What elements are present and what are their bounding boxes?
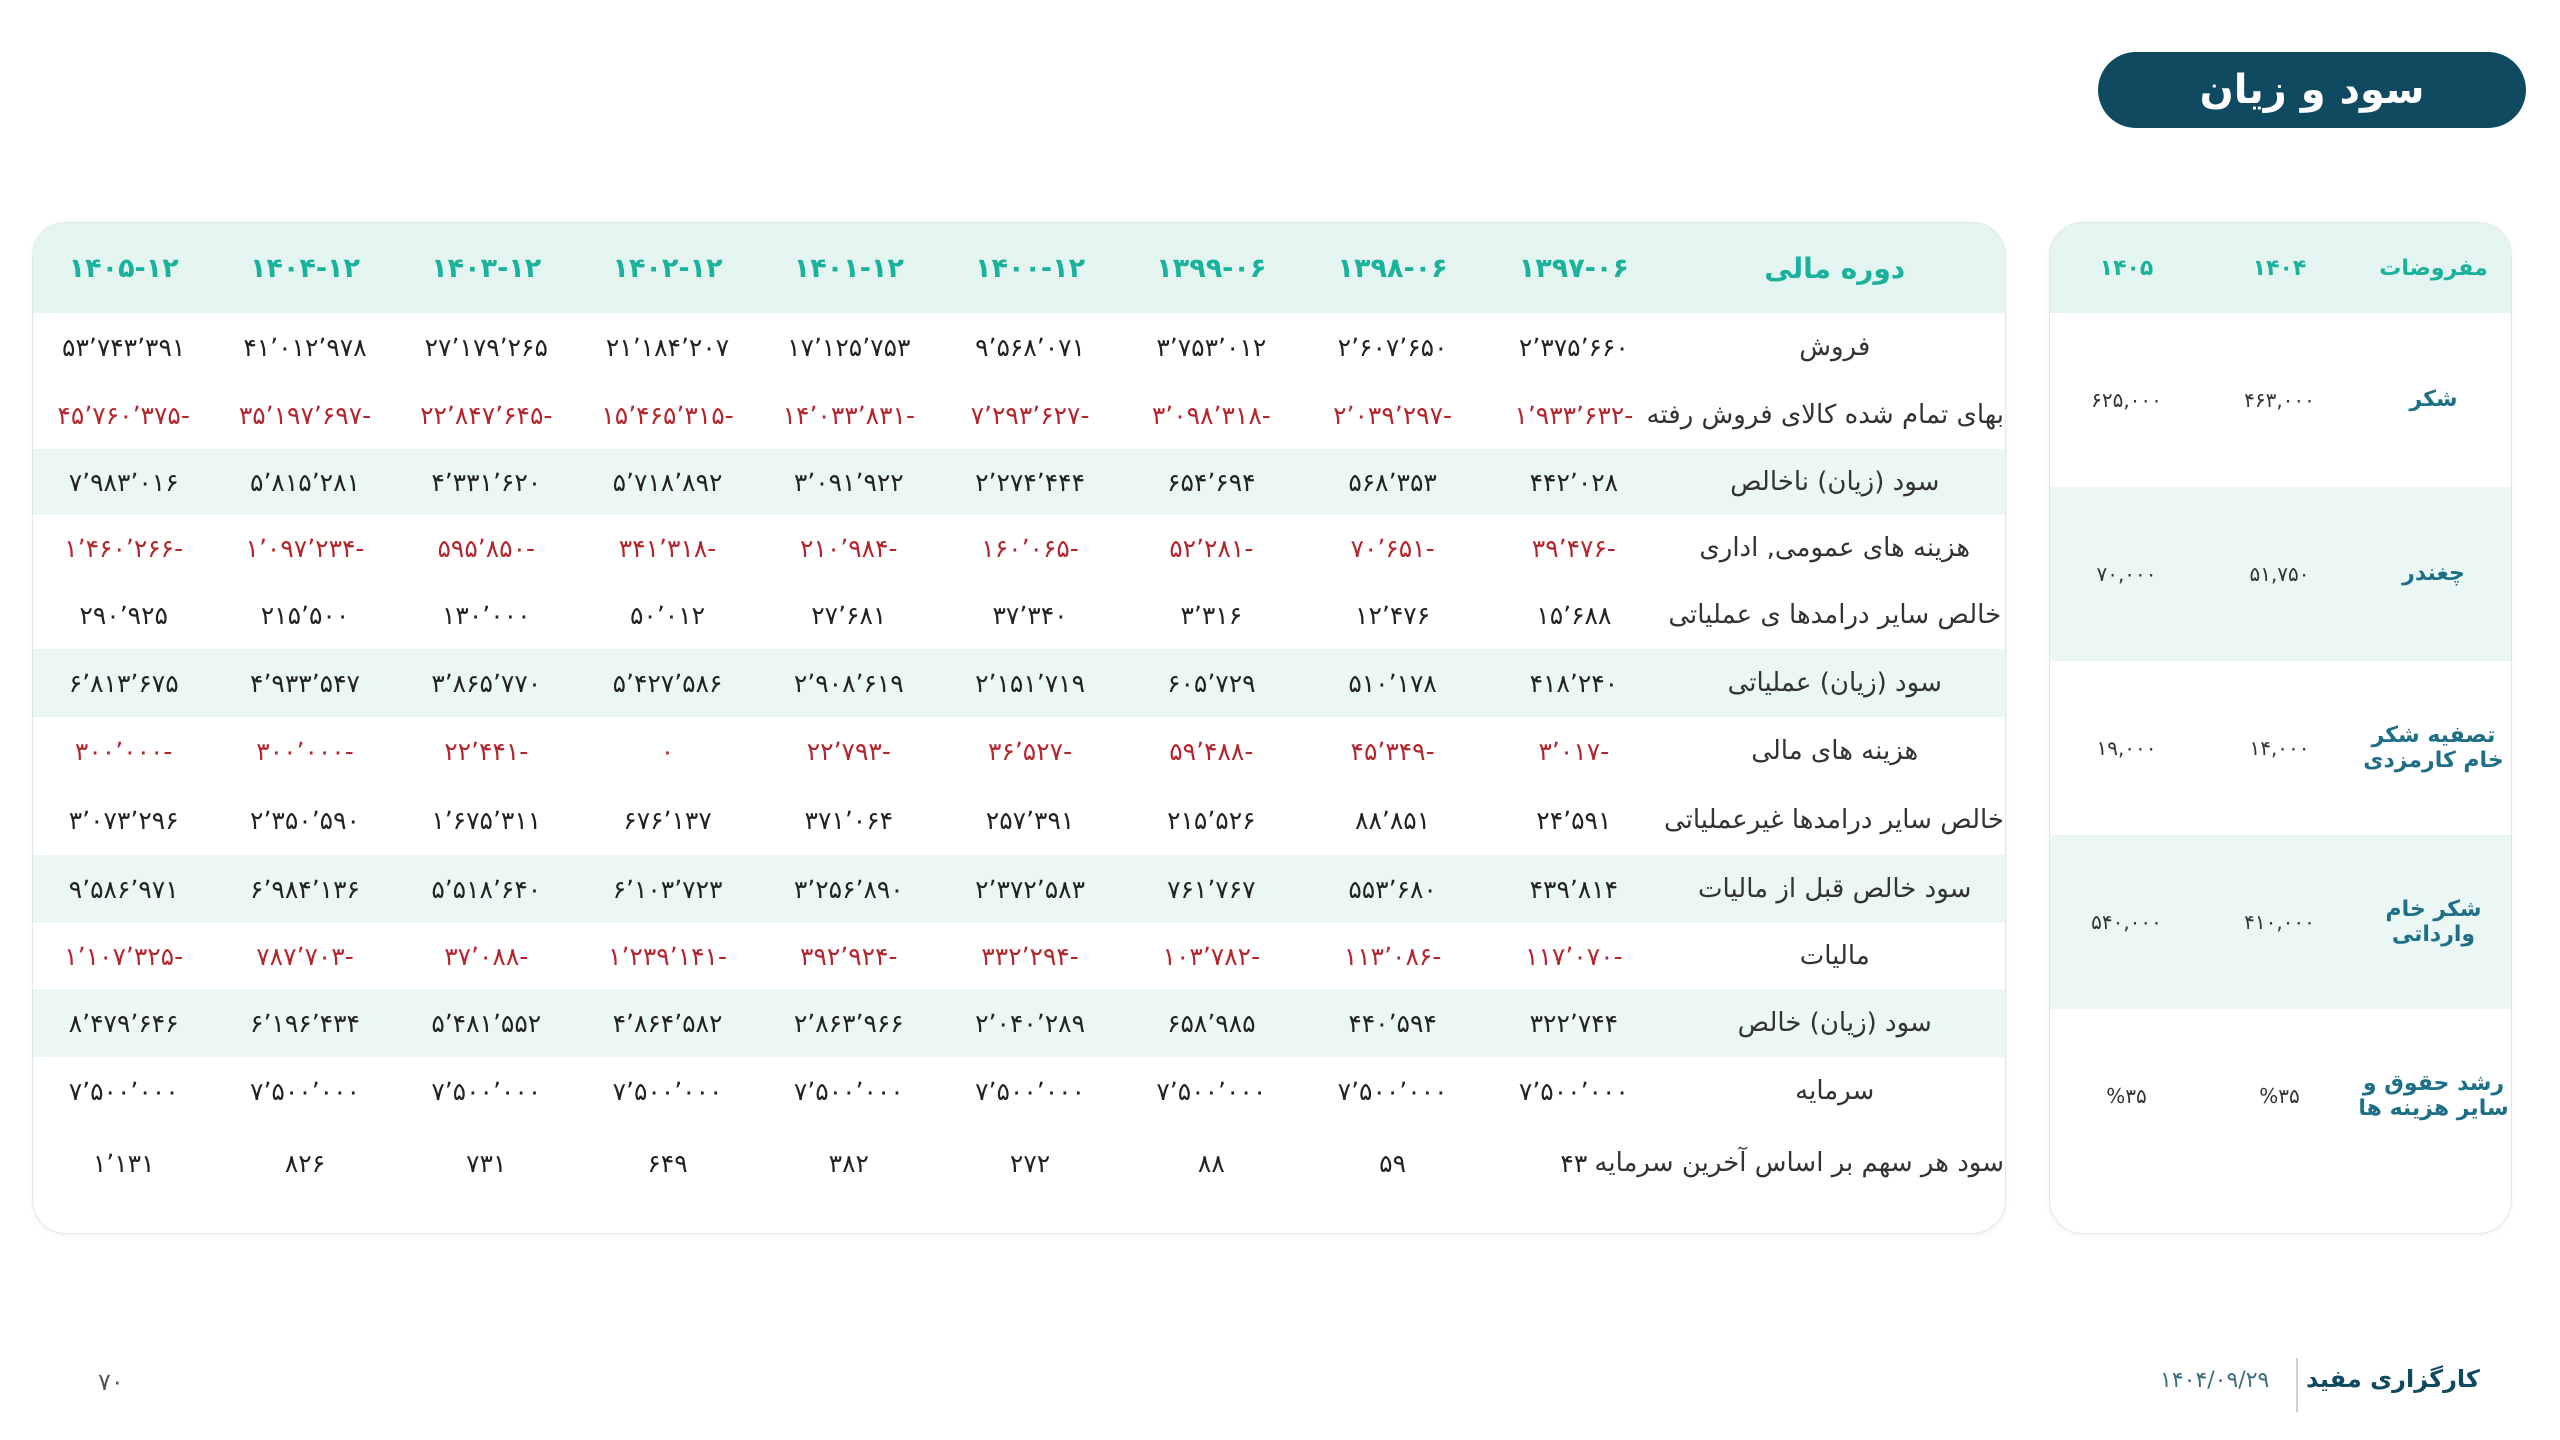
row-label: بهای تمام شده کالای فروش رفته xyxy=(1646,400,2004,430)
table-row xyxy=(33,313,2005,381)
assumption-name: شکر xyxy=(2409,387,2458,413)
period-header: ۱۳۹۷-۰۶ xyxy=(1483,223,1664,313)
table-cell: -۵۹۵٬۸۵۰ xyxy=(437,533,536,563)
table-cell: -۷٬۲۹۳٬۶۲۷ xyxy=(970,400,1090,430)
table-cell: ۵۶۸٬۳۵۳ xyxy=(1302,449,1483,515)
table-cell: -۱٬۹۳۳٬۶۳۲ xyxy=(1514,400,1634,430)
table-cell: ۲٬۸۶۳٬۹۶۶ xyxy=(758,989,939,1057)
assumption-value-1404: ۴۱۰,۰۰۰ xyxy=(2203,835,2356,1009)
table-cell: ۶۴۹ xyxy=(647,1148,688,1178)
table-row xyxy=(33,515,2005,581)
table-cell: -۳٬۰۱۷ xyxy=(1538,736,1610,766)
table-cell: -۳۰۰٬۰۰۰ xyxy=(74,736,173,766)
table-cell: -۱٬۰۹۷٬۲۳۴ xyxy=(245,533,365,563)
table-cell: -۷۸۷٬۷۰۳ xyxy=(256,941,354,971)
table-cell: -۱۴٬۰۳۳٬۸۳۱ xyxy=(782,400,915,430)
table-cell: -۳۹۲٬۹۲۴ xyxy=(800,941,898,971)
table-cell: ۰ xyxy=(660,736,675,766)
table-cell: ۵۰٬۰۱۲ xyxy=(629,600,706,630)
table-cell: ۵۹ xyxy=(1379,1148,1407,1178)
assumption-value-1404: ۵۱,۷۵۰ xyxy=(2203,487,2356,661)
assumption-value-1405: %۳۵ xyxy=(2106,1084,2147,1108)
table-row xyxy=(33,381,2005,449)
income-statement-card xyxy=(32,222,2006,1234)
table-cell: ۲۱۵٬۵۰۰ xyxy=(260,600,350,630)
table-cell: ۲۴٬۵۹۱ xyxy=(1536,805,1612,835)
table-cell: ۴٬۳۳۱٬۶۲۰ xyxy=(396,449,577,515)
table-cell: ۲۷۲ xyxy=(1009,1148,1051,1178)
assumptions-table xyxy=(2050,223,2511,1183)
assumption-name: رشد حقوق و سایر هزینه ها xyxy=(2358,1070,2509,1121)
table-cell: ۵٬۴۲۷٬۵۸۶ xyxy=(577,649,758,717)
row-label: سود هر سهم بر اساس آخرین سرمایه xyxy=(1594,1148,2004,1178)
row-label: هزینه های مالی xyxy=(1751,736,1919,766)
table-cell: -۳۶٬۵۲۷ xyxy=(987,736,1073,766)
footer-divider xyxy=(2296,1358,2298,1412)
table-cell: -۱۰۳٬۷۸۲ xyxy=(1162,941,1261,971)
table-cell: -۴۵٬۷۶۰٬۳۷۵ xyxy=(57,400,190,430)
period-header: ۱۳۹۸-۰۶ xyxy=(1302,223,1483,313)
table-cell: ۲٬۳۵۰٬۵۹۰ xyxy=(250,805,360,835)
table-row xyxy=(33,581,2005,649)
table-cell: ۷٬۵۰۰٬۰۰۰ xyxy=(1518,1076,1629,1106)
table-cell: ۵٬۷۱۸٬۸۹۲ xyxy=(577,449,758,515)
table-cell: ۱۳۰٬۰۰۰ xyxy=(442,600,531,630)
table-cell: ۸۸ xyxy=(1197,1148,1225,1178)
page-number: ۷۰ xyxy=(98,1368,124,1396)
assumption-row xyxy=(2050,313,2511,487)
table-row xyxy=(33,1057,2005,1125)
table-cell: ۷٬۵۰۰٬۰۰۰ xyxy=(975,1076,1085,1106)
table-cell: ۲۱۵٬۵۲۶ xyxy=(1167,805,1256,835)
footer-brand: کارگزاری مفید xyxy=(2306,1365,2480,1393)
table-cell: ۶٬۸۱۳٬۶۷۵ xyxy=(33,649,214,717)
row-label: فروش xyxy=(1799,332,1871,362)
table-row xyxy=(33,449,2005,515)
table-cell: -۱۱۳٬۰۸۶ xyxy=(1343,941,1442,971)
table-cell: -۲۲٬۴۴۱ xyxy=(444,736,529,766)
table-cell: ۶۵۸٬۹۸۵ xyxy=(1121,989,1302,1057)
table-cell: ۳٬۸۶۵٬۷۷۰ xyxy=(396,649,577,717)
table-row xyxy=(33,923,2005,989)
table-cell: ۴۴۲٬۰۲۸ xyxy=(1483,449,1664,515)
assumption-value-1405: ۶۲۵,۰۰۰ xyxy=(2091,388,2162,412)
assumptions-header: مفروضات xyxy=(2356,223,2511,313)
table-cell: -۲۲٬۷۹۳ xyxy=(806,736,891,766)
period-header: ۱۴۰۴-۱۲ xyxy=(214,223,395,313)
table-cell: ۶٬۹۸۴٬۱۳۶ xyxy=(214,855,395,923)
period-label-header: دوره مالی xyxy=(1664,223,2005,313)
table-cell: ۴۱۸٬۲۴۰ xyxy=(1483,649,1664,717)
table-cell: ۳۷۱٬۰۶۴ xyxy=(804,805,894,835)
table-cell: ۵۵۳٬۶۸۰ xyxy=(1302,855,1483,923)
table-cell: ۳٬۰۹۱٬۹۲۲ xyxy=(758,449,939,515)
table-cell: -۵۹٬۴۸۸ xyxy=(1169,736,1254,766)
period-header: ۱۴۰۱-۱۲ xyxy=(758,223,939,313)
assumption-row xyxy=(2050,1009,2511,1183)
row-label: سود (زیان) عملیاتی xyxy=(1664,649,2005,717)
table-row xyxy=(33,649,2005,717)
assumptions-header-row xyxy=(2050,223,2511,313)
table-cell: ۲٬۹۰۸٬۶۱۹ xyxy=(758,649,939,717)
table-cell: ۶۰۵٬۷۲۹ xyxy=(1121,649,1302,717)
table-cell: ۴٬۸۶۴٬۵۸۲ xyxy=(577,989,758,1057)
assumptions-year-header: ۱۴۰۵ xyxy=(2050,223,2203,313)
table-cell: ۲۹۰٬۹۲۵ xyxy=(79,600,168,630)
table-cell: ۶٬۱۹۶٬۴۳۴ xyxy=(214,989,395,1057)
table-cell: -۳۳۲٬۲۹۴ xyxy=(981,941,1079,971)
assumption-value-1405: ۱۹,۰۰۰ xyxy=(2096,736,2157,760)
table-cell: ۷٬۹۸۳٬۰۱۶ xyxy=(33,449,214,515)
table-cell: ۷۳۱ xyxy=(466,1148,507,1178)
table-cell: -۳۴۱٬۳۱۸ xyxy=(618,533,717,563)
assumption-value-1404: ۴۶۳,۰۰۰ xyxy=(2244,388,2315,412)
row-label: سود (زیان) ناخالص xyxy=(1664,449,2005,515)
table-cell: ۲۷٬۱۷۹٬۲۶۵ xyxy=(424,332,548,362)
assumption-value-1404: ۱۴,۰۰۰ xyxy=(2249,736,2310,760)
row-label: خالص سایر درامدها غیرعملیاتی xyxy=(1663,805,2004,835)
table-cell: ۲۷٬۶۸۱ xyxy=(811,600,887,630)
table-cell: ۴۳۹٬۸۱۴ xyxy=(1483,855,1664,923)
table-cell: ۲۵۷٬۳۹۱ xyxy=(985,805,1075,835)
table-cell: ۶۵۴٬۶۹۴ xyxy=(1121,449,1302,515)
row-label: سود (زیان) خالص xyxy=(1664,989,2005,1057)
table-cell: -۱٬۱۰۷٬۳۲۵ xyxy=(64,941,184,971)
assumption-value-1404: %۳۵ xyxy=(2259,1084,2300,1108)
assumption-row xyxy=(2050,661,2511,835)
assumption-name: تصفیه شکر خام کارمزدی xyxy=(2363,722,2504,773)
table-cell: ۵٬۴۸۱٬۵۵۲ xyxy=(396,989,577,1057)
table-cell: -۱٬۴۶۰٬۲۶۶ xyxy=(64,533,184,563)
table-cell: ۴۳ xyxy=(1560,1148,1588,1178)
assumption-name: چغندر xyxy=(2356,487,2511,661)
income-statement-table xyxy=(33,223,2005,1201)
table-row xyxy=(33,717,2005,785)
table-cell: ۵۱۰٬۱۷۸ xyxy=(1302,649,1483,717)
table-cell: ۸٬۴۷۹٬۶۴۶ xyxy=(33,989,214,1057)
table-cell: ۳۷٬۳۴۰ xyxy=(992,600,1068,630)
table-cell: ۷٬۵۰۰٬۰۰۰ xyxy=(612,1076,723,1106)
row-label: مالیات xyxy=(1799,941,1870,971)
table-cell: ۲٬۰۴۰٬۲۸۹ xyxy=(939,989,1120,1057)
table-cell: -۳۹٬۴۷۶ xyxy=(1531,533,1616,563)
table-cell: -۲۱۰٬۹۸۴ xyxy=(800,533,898,563)
table-cell: ۲٬۶۰۷٬۶۵۰ xyxy=(1337,332,1448,362)
assumption-name: شکر خام وارداتی xyxy=(2356,835,2511,1009)
table-cell: -۷۰٬۶۵۱ xyxy=(1350,533,1435,563)
row-label: خالص سایر درامدها ی عملیاتی xyxy=(1668,600,2002,630)
table-row xyxy=(33,785,2005,855)
table-cell: ۷٬۵۰۰٬۰۰۰ xyxy=(1156,1076,1267,1106)
table-cell: ۳٬۰۷۳٬۲۹۶ xyxy=(68,805,179,835)
table-cell: ۷٬۵۰۰٬۰۰۰ xyxy=(1337,1076,1448,1106)
period-header: ۱۴۰۰-۱۲ xyxy=(939,223,1120,313)
table-cell: -۲٬۰۳۹٬۲۹۷ xyxy=(1333,400,1453,430)
table-cell: ۱٬۶۷۵٬۳۱۱ xyxy=(431,805,542,835)
table-cell: ۴٬۹۳۳٬۵۴۷ xyxy=(214,649,395,717)
table-cell: ۷٬۵۰۰٬۰۰۰ xyxy=(793,1076,904,1106)
assumption-row xyxy=(2050,835,2511,1009)
table-cell: ۲٬۲۷۴٬۴۴۴ xyxy=(939,449,1120,515)
table-cell: ۹٬۵۸۶٬۹۷۱ xyxy=(33,855,214,923)
table-cell: ۷۶۱٬۷۶۷ xyxy=(1121,855,1302,923)
table-cell: ۷٬۵۰۰٬۰۰۰ xyxy=(68,1076,179,1106)
table-cell: ۳۲۲٬۷۴۴ xyxy=(1483,989,1664,1057)
footer-date: ۱۴۰۴/۰۹/۲۹ xyxy=(2160,1368,2270,1393)
table-cell: -۳۰۰٬۰۰۰ xyxy=(256,736,354,766)
table-cell: ۲٬۳۷۲٬۵۸۳ xyxy=(939,855,1120,923)
table-cell: -۱۱۷٬۰۷۰ xyxy=(1525,941,1623,971)
table-cell: ۲۱٬۱۸۴٬۲۰۷ xyxy=(605,332,730,362)
table-cell: ۱۷٬۱۲۵٬۷۵۳ xyxy=(787,332,911,362)
table-cell: ۵۳٬۷۴۳٬۳۹۱ xyxy=(62,332,186,362)
table-cell: ۲٬۱۵۱٬۷۱۹ xyxy=(939,649,1120,717)
table-cell: ۶٬۱۰۳٬۷۲۳ xyxy=(577,855,758,923)
table-cell: ۱۲٬۴۷۶ xyxy=(1355,600,1431,630)
table-cell: -۱۵٬۴۶۵٬۳۱۵ xyxy=(601,400,734,430)
row-label: سرمایه xyxy=(1795,1076,1875,1106)
row-label: هزینه های عمومی, اداری xyxy=(1699,533,1971,563)
table-cell: ۸۲۶ xyxy=(284,1148,326,1178)
table-cell: ۳٬۲۵۶٬۸۹۰ xyxy=(758,855,939,923)
period-header: ۱۴۰۵-۱۲ xyxy=(33,223,214,313)
table-cell: ۵٬۵۱۸٬۶۴۰ xyxy=(396,855,577,923)
assumptions-year-header: ۱۴۰۴ xyxy=(2203,223,2356,313)
table-cell: ۱۵٬۶۸۸ xyxy=(1536,600,1612,630)
row-label: سود خالص قبل از مالیات xyxy=(1664,855,2005,923)
table-cell: -۱۶۰٬۰۶۵ xyxy=(981,533,1079,563)
table-row xyxy=(33,989,2005,1057)
table-cell: -۱٬۲۳۹٬۱۴۱ xyxy=(608,941,727,971)
table-header-row xyxy=(33,223,2005,313)
table-cell: -۵۲٬۲۸۱ xyxy=(1169,533,1254,563)
table-cell: ۳۸۲ xyxy=(828,1148,869,1178)
table-cell: ۹٬۵۶۸٬۰۷۱ xyxy=(975,332,1085,362)
table-cell: ۴۱٬۰۱۲٬۹۷۸ xyxy=(243,332,367,362)
table-cell: ۵٬۸۱۵٬۲۸۱ xyxy=(214,449,395,515)
table-row xyxy=(33,855,2005,923)
table-cell: ۷٬۵۰۰٬۰۰۰ xyxy=(250,1076,360,1106)
table-cell: -۳۵٬۱۹۷٬۶۹۷ xyxy=(238,400,372,430)
table-cell: -۲۲٬۸۴۷٬۶۴۵ xyxy=(420,400,553,430)
period-header: ۱۴۰۳-۱۲ xyxy=(396,223,577,313)
table-cell: ۱٬۱۳۱ xyxy=(92,1148,155,1178)
assumption-row xyxy=(2050,487,2511,661)
table-cell: ۲٬۳۷۵٬۶۶۰ xyxy=(1518,332,1629,362)
period-header: ۱۳۹۹-۰۶ xyxy=(1121,223,1302,313)
table-cell: -۳٬۰۹۸٬۳۱۸ xyxy=(1151,400,1271,430)
table-cell: -۳۷٬۰۸۸ xyxy=(444,941,529,971)
table-cell: ۳٬۷۵۳٬۰۱۲ xyxy=(1156,332,1267,362)
table-cell: -۴۵٬۳۴۹ xyxy=(1350,736,1435,766)
period-header: ۱۴۰۲-۱۲ xyxy=(577,223,758,313)
page-title: سود و زیان xyxy=(2098,52,2526,128)
assumption-value-1405: ۷۰,۰۰۰ xyxy=(2050,487,2203,661)
table-cell: ۳٬۳۱۶ xyxy=(1180,600,1243,630)
table-cell: ۴۴۰٬۵۹۴ xyxy=(1302,989,1483,1057)
table-row xyxy=(33,1125,2005,1201)
table-cell: ۶۷۶٬۱۳۷ xyxy=(623,805,712,835)
table-cell: ۸۸٬۸۵۱ xyxy=(1355,805,1431,835)
table-cell: ۷٬۵۰۰٬۰۰۰ xyxy=(431,1076,542,1106)
assumptions-card xyxy=(2049,222,2512,1234)
assumption-value-1405: ۵۴۰,۰۰۰ xyxy=(2050,835,2203,1009)
